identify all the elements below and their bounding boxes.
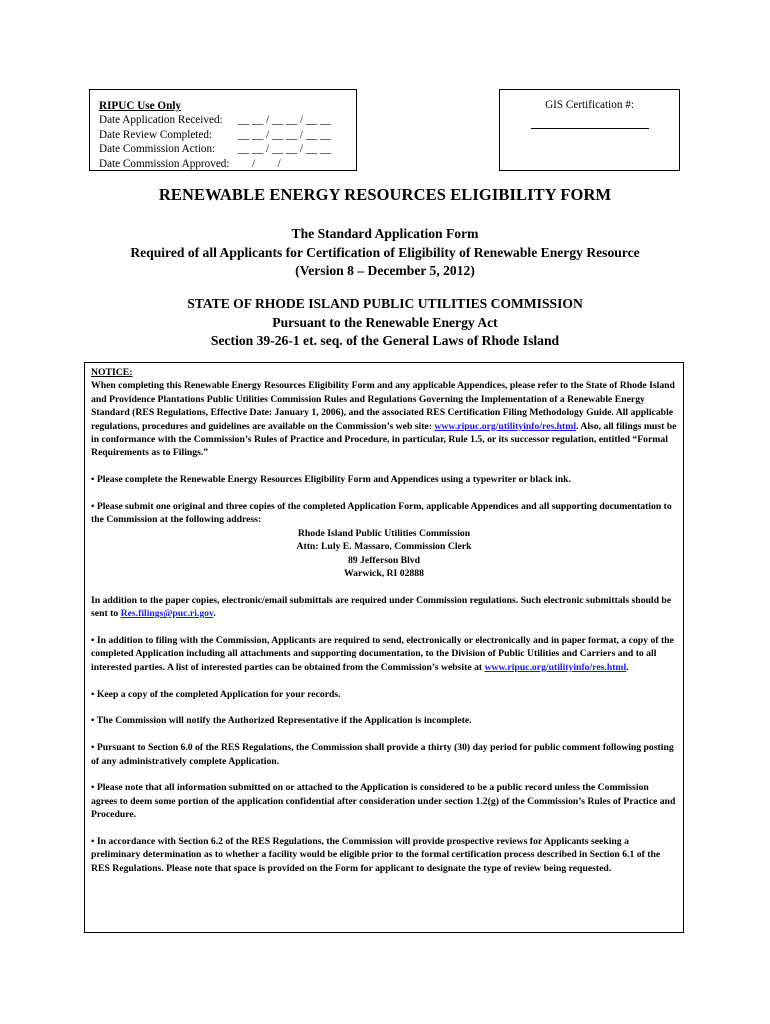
ripuc-title: RIPUC Use Only [99, 100, 182, 112]
address-line: Warwick, RI 02888 [344, 568, 424, 580]
ripuc-row [99, 128, 356, 142]
notice-text: In addition to the paper copies, electronic/email submittals are required under Commission regulations. Such electronic submittals should be sent to [91, 594, 672, 620]
notice-text: . [213, 608, 216, 620]
date-application-received-label: Date Application Received: [99, 114, 223, 127]
subtitle-line: The Standard Application Form [291, 226, 479, 241]
date-commission-action-label: Date Commission Action: [99, 143, 216, 156]
subtitle-line: Required of all Applicants for Certification of Eligibility of Renewable Energy Resource [130, 244, 640, 260]
notice-paragraph [91, 594, 677, 621]
ripuc-website-link[interactable]: www.ripuc.org/utilityinfo/res.html [484, 661, 627, 673]
ripuc-row [99, 113, 356, 127]
date-commission-approved-field[interactable]: / / [238, 157, 281, 170]
ripuc-res-link[interactable]: www.ripuc.org/utilityinfo/res.html [434, 420, 577, 432]
address-line: 89 Jefferson Blvd [347, 554, 421, 566]
res-filings-email-link[interactable]: Res.filings@puc.ri.gov [120, 608, 214, 620]
ripuc-row [99, 157, 356, 171]
notice-paragraph [91, 379, 677, 459]
notice-bullet: • In accordance with Section 6.2 of the RES Regulations, the Commission will provide prospective reviews for Applicants seeking a preliminary determination as to whether a facility would be eligible prior to the formal certification process described in Section 6.1 of the RES Regulations. Please note that space is provided on the Form for applicant to designate the type of review being requested. [91, 836, 661, 874]
date-commission-action-field[interactable]: __ __ / __ __ / __ __ [238, 143, 331, 156]
date-commission-approved-label: Date Commission Approved: [99, 157, 230, 170]
commission-line: Section 39-26-1 et. seq. of the General Laws of Rhode Island [210, 333, 560, 349]
notice-bullet: • Pursuant to Section 6.0 of the RES Regulations, the Commission shall provide a thirty (30) day period for public comment following posting of any administratively complete Application. [91, 742, 674, 767]
subtitle-line: (Version 8 – December 5, 2012) [295, 263, 475, 279]
notice-box [84, 362, 684, 933]
notice-bullet: • Please submit one original and three copies of the completed Application Form, applicable Appendices and all supporting documentation to the Commission at the following address: [91, 501, 672, 526]
gis-certification-label: GIS Certification #: [545, 99, 634, 111]
notice-text: . [626, 661, 629, 673]
notice-text: When completing this Renewable Energy Resources Eligibility Form and any applicable Appendices, please refer to the State of Rhode Island and Providence Plantations Public Utilities Commission Rules and Regulations Governing the Implementation of a Renewable Energy Standard (RES Regulations, Effective Date: January 1, 2006), and the associated RES Certification Filing Methodology Guide. All applicable regulations, procedures and guidelines are available on the Commission’s web site: [91, 380, 675, 432]
ripuc-use-only-box [89, 89, 357, 171]
gis-certification-box [499, 89, 680, 171]
date-review-completed-label: Date Review Completed: [99, 128, 213, 141]
commission-header-block [0, 295, 770, 351]
ripuc-row [99, 142, 356, 156]
commission-line: STATE OF RHODE ISLAND PUBLIC UTILITIES COMMISSION [187, 296, 583, 311]
form-subtitle-block [0, 225, 770, 281]
address-line: Rhode Island Public Utilities Commission [297, 527, 471, 539]
commission-line: Pursuant to the Renewable Energy Act [272, 314, 498, 330]
date-review-completed-field[interactable]: __ __ / __ __ / __ __ [238, 128, 331, 141]
notice-text: • In addition to filing with the Commission, Applicants are required to send, electronically or electronically and in paper format, a copy of the completed Application including all attachments and supporting documentation, to the Division of Public Utilities and Carriers and to all interested parties. A list of interested parties can be obtained from the Commission’s website at [91, 635, 674, 673]
notice-bullet: • Please note that all information submitted on or attached to the Application is considered to be a public record unless the Commission agrees to deem some portion of the application confidential after consideration under section 1.2(g) of the Commission’s Rules of Practice and Procedure. [91, 782, 676, 821]
form-title: RENEWABLE ENERGY RESOURCES ELIGIBILITY FORM [158, 185, 612, 204]
notice-bullet: • Please complete the Renewable Energy Resources Eligibility Form and Appendices using a typewriter or black ink. [91, 474, 571, 486]
notice-bullet: • The Commission will notify the Authorized Representative if the Application is incomplete. [91, 715, 472, 727]
notice-text: . Also, all filings must be in conformance with the Commission’s Rules of Practice and Procedure, in particular, Rule 1.5, or its successor regulation, entitled “Formal Requirements as to Filings.” [91, 420, 677, 459]
address-line: Attn: Luly E. Massaro, Commission Clerk [296, 541, 472, 553]
notice-bullet [91, 634, 677, 674]
notice-bullet: • Keep a copy of the completed Application for your records. [91, 688, 341, 700]
date-application-received-field[interactable]: __ __ / __ __ / __ __ [238, 114, 331, 127]
notice-title: NOTICE: [91, 367, 133, 378]
gis-certification-field[interactable] [531, 127, 649, 129]
